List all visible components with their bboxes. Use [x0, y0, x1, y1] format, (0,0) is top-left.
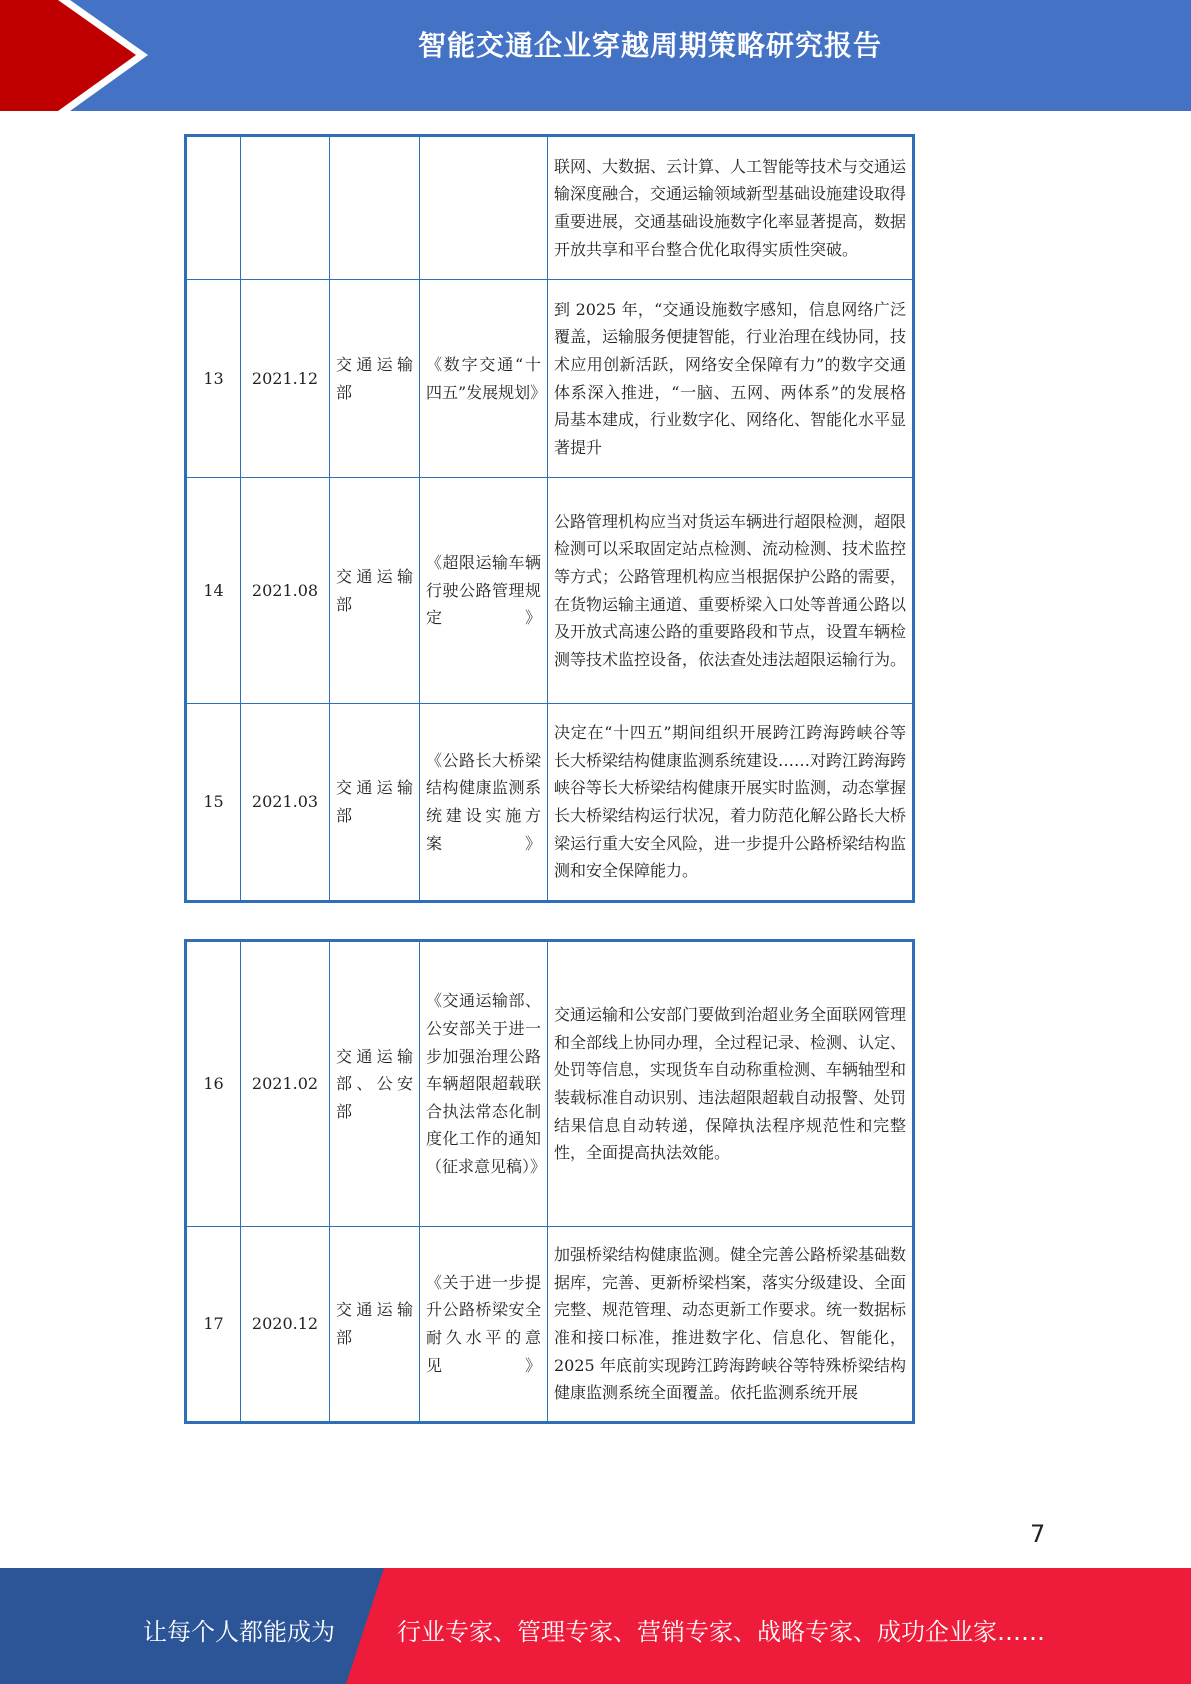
cell-date [241, 136, 330, 280]
report-title: 智能交通企业穿越周期策略研究报告 [417, 29, 882, 62]
cell-date: 2020.12 [241, 1227, 330, 1423]
content-text: 加强桥梁结构健康监测。健全完善公路桥梁基础数据库，完善、更新桥梁档案，落实分级建设、全面完整、规范管理、动态更新工作要求。统一数据标准和接口标准，推进数字化、信息化、智能化，2025 年底前实现跨江跨海跨峡谷等特殊桥梁结构健康监测系统全面覆盖。依托监测系统开展 [554, 1245, 907, 1403]
cell-no: 15 [186, 704, 241, 902]
page-footer [0, 1568, 1191, 1684]
cell-doc: 《交通运输部、公安部关于进一步加强治理公路车辆超限超载联合执法常态化制度化工作的通知（征求意见稿）》 [420, 941, 548, 1227]
content-text: 决定在“十四五”期间组织开展跨江跨海跨峡谷等长大桥梁结构健康监测系统建设……对跨江跨海跨峡谷等长大桥梁结构健康开展实时监测，动态掌握长大桥梁结构运行状况，着力防范化解公路长大桥梁运行重大安全风险，进一步提升公路桥梁结构监测和安全保障能力。 [554, 723, 907, 881]
content-text: 交通运输和公安部门要做到治超业务全面联网管理和全部线上协同办理，全过程记录、检测、认定、处罚等信息，实现货车自动称重检测、车辆轴型和装载标准自动识别、违法超限超载自动报警、处罚结果信息自动转递，保障执法程序规范性和完整性，全面提高执法效能。 [554, 1005, 907, 1163]
cell-doc: 《关于进一步提升公路桥梁安全耐久水平的意见》 [420, 1227, 548, 1423]
cell-content [548, 136, 914, 280]
cell-dept: 交通运输部 [330, 280, 420, 478]
cell-dept: 交通运输部 [330, 1227, 420, 1423]
cell-no: 16 [186, 941, 241, 1227]
content-text: 公路管理机构应当对货运车辆进行超限检测，超限检测可以采取固定站点检测、流动检测、技术监控等方式；公路管理机构应当根据保护公路的需要，在货物运输主通道、重要桥梁入口处等普通公路以及开放式高速公路的重要路段和节点，设置车辆检测等技术监控设备，依法查处违法超限运输行为。 [554, 511, 907, 669]
cell-date: 2021.08 [241, 478, 330, 704]
footer-slogan-right: 行业专家、管理专家、营销专家、战略专家、成功企业家…… [397, 1618, 1045, 1646]
table-row [186, 478, 914, 704]
content-text: 到 2025 年，“交通设施数字感知，信息网络广泛覆盖，运输服务便捷智能，行业治理在线协同，技术应用创新活跃，网络安全保障有力”的数字交通体系深入推进，“一脑、五网、两体系”的发展格局基本建成，行业数字化、网络化、智能化水平显著提升 [554, 299, 907, 457]
content-text: 联网、大数据、云计算、人工智能等技术与交通运输深度融合，交通运输领域新型基础设施建设取得重要进展，交通基础设施数字化率显著提高，数据开放共享和平台整合优化取得实质性突破。 [554, 156, 907, 259]
cell-content [548, 704, 914, 902]
cell-content [548, 941, 914, 1227]
cell-dept: 交通运输部 [330, 704, 420, 902]
table-row [186, 941, 914, 1227]
cell-doc [420, 136, 548, 280]
cell-dept: 交通运输部 [330, 478, 420, 704]
cell-content [548, 478, 914, 704]
policy-table-2 [184, 939, 915, 1424]
cell-no [186, 136, 241, 280]
cell-doc: 《数字交通“十四五”发展规划》 [420, 280, 548, 478]
cell-date: 2021.12 [241, 280, 330, 478]
cell-no: 13 [186, 280, 241, 478]
cell-dept [330, 136, 420, 280]
policy-table-1 [184, 134, 915, 903]
cell-no: 14 [186, 478, 241, 704]
cell-doc: 《公路长大桥梁结构健康监测系统建设实施方案》 [420, 704, 548, 902]
table-row [186, 704, 914, 902]
footer-slogan-left: 让每个人都能成为 [143, 1618, 335, 1646]
cell-doc: 《超限运输车辆行驶公路管理规定》 [420, 478, 548, 704]
page-number: 7 [1030, 1520, 1046, 1548]
table-row [186, 1227, 914, 1423]
cell-no: 17 [186, 1227, 241, 1423]
table-row [186, 136, 914, 280]
page-header [0, 0, 1191, 111]
cell-date: 2021.02 [241, 941, 330, 1227]
cell-content [548, 1227, 914, 1423]
cell-content [548, 280, 914, 478]
cell-dept: 交通运输部、公安部 [330, 941, 420, 1227]
cell-date: 2021.03 [241, 704, 330, 902]
table-row [186, 280, 914, 478]
